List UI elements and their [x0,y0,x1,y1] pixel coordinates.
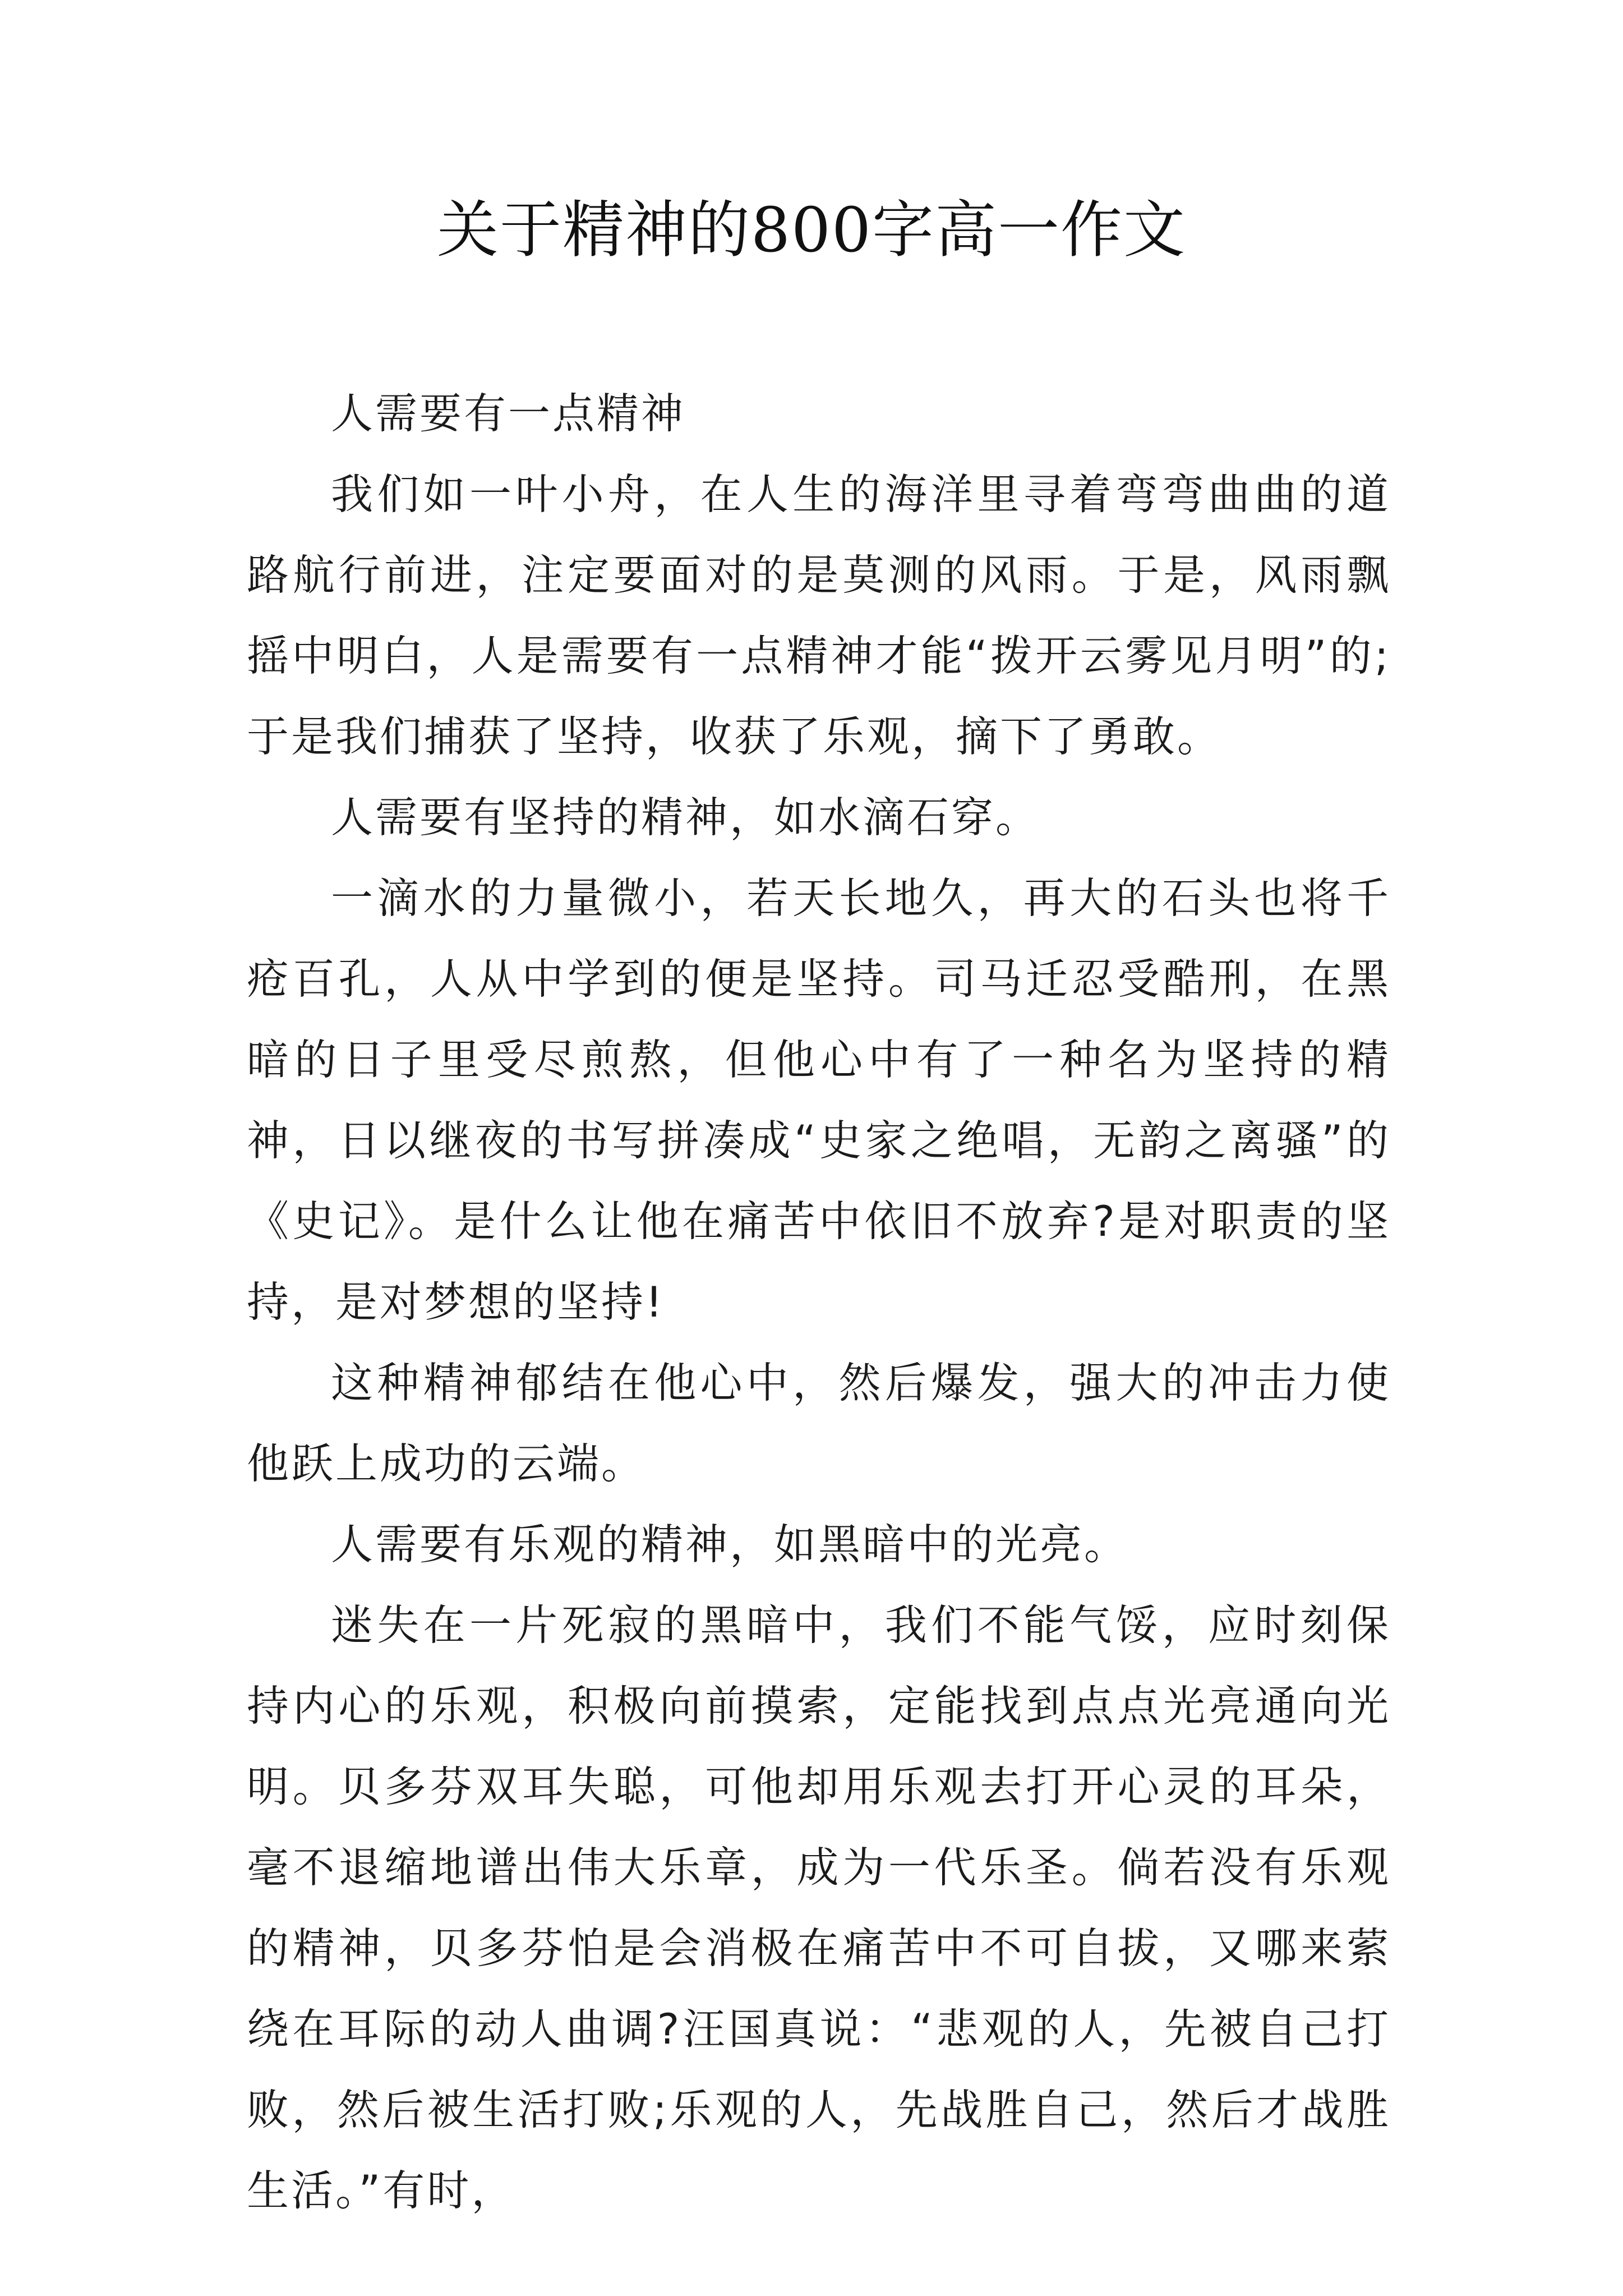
paragraph: 这种精神郁结在他心中，然后爆发，强大的冲击力使他跃上成功的云端。 [247,1358,1391,1488]
document-title: 关于精神的800字高一作文 [437,194,1186,266]
document-body [247,373,1391,2231]
paragraph: 一滴水的力量微小，若天长地久，再大的石头也将千疮百孔，人从中学到的便是坚持。司马迁忍受酷刑，在黑暗的日子里受尽煎熬，但他心中有了一种名为坚持的精神，日以继夜的书写拼凑成“史家之绝唱，无韵之离骚”的《史记》。是什么让他在痛苦中依旧不放弃?是对职责的坚持，是对梦想的坚持! [247,873,1391,1327]
paragraph: 人需要有乐观的精神，如黑暗中的光亮。 [331,1520,1129,1569]
paragraph: 人需要有一点精神 [331,389,686,438]
paragraph: 人需要有坚持的精神，如水滴石穿。 [331,793,1040,842]
paragraph: 迷失在一片死寂的黑暗中，我们不能气馁，应时刻保持内心的乐观，积极向前摸索，定能找到点点光亮通向光明。贝多芬双耳失聪，可他却用乐观去打开心灵的耳朵，毫不退缩地谱出伟大乐章，成为一代乐圣。倘若没有乐观的精神，贝多芬怕是会消极在痛苦中不可自拔，又哪来萦绕在耳际的动人曲调?汪国真说：“悲观的人，先被自己打败，然后被生活打败;乐观的人，先战胜自己，然后才战胜生活。”有时， [247,1600,1391,2215]
paragraph: 我们如一叶小舟，在人生的海洋里寻着弯弯曲曲的道路航行前进，注定要面对的是莫测的风雨。于是，风雨飘摇中明白，人是需要有一点精神才能“拨开云雾见月明”的;于是我们捕获了坚持，收获了乐观，摘下了勇敢。 [247,470,1391,761]
